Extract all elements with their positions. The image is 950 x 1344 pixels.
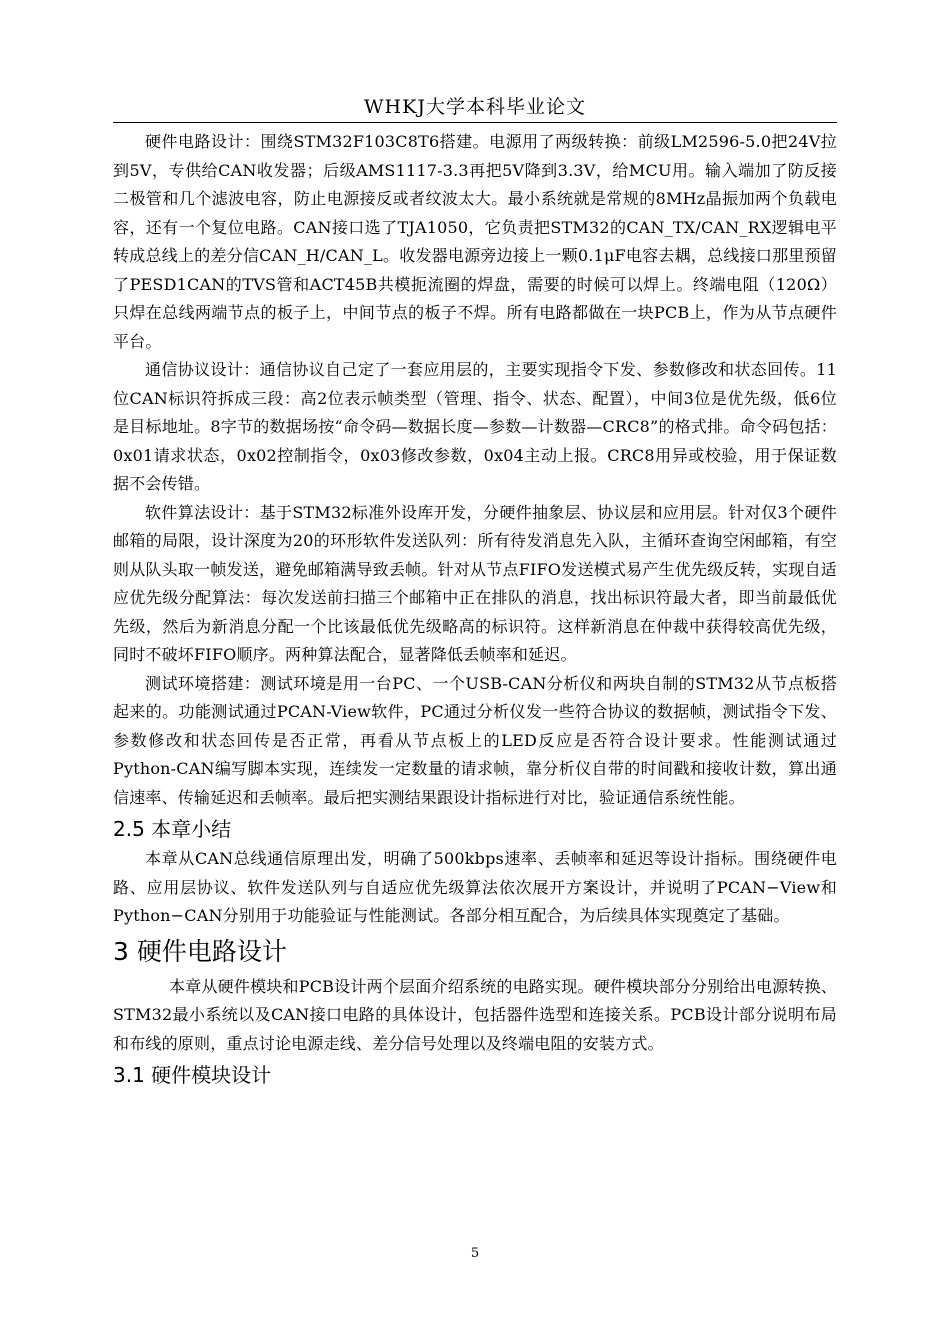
section-heading-2-5: 2.5 本章小结 bbox=[113, 817, 232, 841]
paragraph-chapter-3-intro: 本章从硬件模块和PCB设计两个层面介绍系统的电路实现。硬件模块部分分别给出电源转换、STM32最小系统以及CAN接口电路的具体设计，包括器件选型和连接关系。PCB设计部分说明布局和布线的原则，重点讨论电源走线、差分信号处理以及终端电阻的安装方式。 bbox=[113, 976, 837, 1053]
section-heading-3-1: 3.1 硬件模块设计 bbox=[113, 1063, 272, 1087]
chapter-heading-3: 3 硬件电路设计 bbox=[113, 936, 287, 966]
paragraph-chapter-summary: 本章从CAN总线通信原理出发，明确了500kbps速率、丢帧率和延迟等设计指标。围绕硬件电路、应用层协议、软件发送队列与自适应优先级算法依次展开方案设计，并说明了PCAN−View和Python−CAN分别用于功能验证与性能测试。各部分相互配合，为后续具体实现奠定了基础。 bbox=[113, 849, 837, 925]
paragraph-software-design: 软件算法设计：基于STM32标准外设库开发，分硬件抽象层、协议层和应用层。针对仅3个硬件邮箱的局限，设计深度为20的环形软件发送队列：所有待发消息先入队，主循环查询空闲邮箱，有空则从队头取一帧发送，避免邮箱满导致丢帧。针对从节点FIFO发送模式易产生优先级反转，实现自适应优先级分配算法：每次发送前扫描三个邮箱中正在排队的消息，找出标识符最大者，即当前最低优先级，然后为新消息分配一个比该最低优先级略高的标识符。这样新消息在仲裁中获得较高优先级，同时不破坏FIFO顺序。两种算法配合，显著降低丢帧率和延迟。 bbox=[113, 502, 837, 664]
page-header: WHKJ大学本科毕业论文 bbox=[113, 92, 837, 123]
paragraph-protocol-design: 通信协议设计：通信协议自己定了一套应用层的，主要实现指令下发、参数修改和状态回传。11位CAN标识符拆成三段：高2位表示帧类型（管理、指令、状态、配置），中间3位是优先级，低6位是目标地址。8字节的数据场按“命令码—数据长度—参数—计数器—CRC8”的格式排。命令码包括：0x01请求状态，0x02控制指令，0x03修改参数，0x04主动上报。CRC8用异或校验，用于保证数据不会传错。 bbox=[113, 360, 837, 493]
document-body bbox=[113, 128, 837, 1091]
paragraph-hardware-design: 硬件电路设计：围绕STM32F103C8T6搭建。电源用了两级转换：前级LM2596-5.0把24V拉到5V，专供给CAN收发器；后级AMS1117-3.3再把5V降到3.3V，给MCU用。输入端加了防反接二极管和几个滤波电容，防止电源接反或者纹波太大。最小系统就是常规的8MHz晶振加两个负载电容，还有一个复位电路。CAN接口选了TJA1050，它负责把STM32的CAN_TX/CAN_RX逻辑电平转成总线上的差分信CAN_H/CAN_L。收发器电源旁边接上一颗0.1μF电容去耦，总线接口那里预留了PESD1CAN的TVS管和ACT45B共模扼流圈的焊盘，需要的时候可以焊上。终端电阻（120Ω）只焊在总线两端节点的板子上，中间节点的板子不焊。所有电路都做在一块PCB上，作为从节点硬件平台。 bbox=[113, 132, 837, 351]
page-number: 5 bbox=[470, 1246, 480, 1261]
paragraph-test-environment: 测试环境搭建：测试环境是用一台PC、一个USB-CAN分析仪和两块自制的STM32从节点板搭起来的。功能测试通过PCAN-View软件，PC通过分析仪发一些符合协议的数据帧，测试指令下发、参数修改和状态回传是否正常，再看从节点板上的LED反应是否符合设计要求。性能测试通过Python-CAN编写脚本实现，连续发一定数量的请求帧，靠分析仪自带的时间戳和接收计数，算出通信速率、传输延迟和丢帧率。最后把实测结果跟设计指标进行对比，验证通信系统性能。 bbox=[113, 673, 837, 807]
